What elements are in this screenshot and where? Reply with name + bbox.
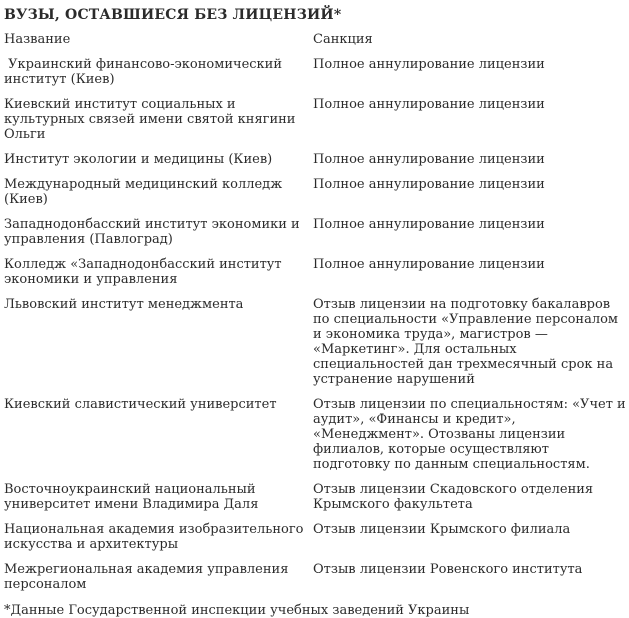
- cell-sanction: Полное аннулирование лицензии: [313, 152, 545, 167]
- table-header-row: [4, 32, 629, 57]
- cell-institution-name: Украинский финансово-экономический институт (Киев): [4, 57, 283, 87]
- cell-sanction: Отзыв лицензии по специальностям: «Учет и аудит», «Финансы и кредит», «Менеджмент». Отозваны лицензии филиалов, которые осуществляют подготовку по данным специальностям.: [313, 397, 626, 472]
- column-header-sanction: Санкция: [313, 32, 373, 47]
- page-title: ВУЗЫ, ОСТАВШИЕСЯ БЕЗ ЛИЦЕНЗИЙ*: [4, 7, 342, 23]
- cell-sanction: Полное аннулирование лицензии: [313, 177, 545, 192]
- cell-institution-name: Межрегиональная академия управления персоналом: [4, 562, 289, 592]
- table-row: [4, 152, 629, 177]
- table-row: [4, 482, 629, 522]
- cell-institution-name: Львовский институт менеджмента: [4, 297, 244, 312]
- cell-sanction: Отзыв лицензии Скадовского отделения Крымского факультета: [313, 482, 594, 512]
- cell-sanction: Отзыв лицензии Крымского филиала: [313, 522, 571, 537]
- cell-institution-name: Институт экологии и медицины (Киев): [4, 152, 273, 167]
- column-header-name: Название: [4, 32, 71, 47]
- table-row: [4, 57, 629, 97]
- cell-sanction: Отзыв лицензии Ровенского института: [313, 562, 583, 577]
- cell-sanction: Отзыв лицензии на подготовку бакалавров по специальности «Управление персоналом и экономика труда», магистров — «Маркетинг». Для остальных специальностей дан трехмесячный срок на устранение нарушений: [313, 297, 619, 387]
- cell-institution-name: Национальная академия изобразительного искусства и архитектуры: [4, 522, 304, 552]
- cell-institution-name: Киевский славистический университет: [4, 397, 277, 412]
- cell-institution-name: Восточноукраинский национальный университет имени Владимира Даля: [4, 482, 259, 512]
- table-row: [4, 177, 629, 217]
- footnote: *Данные Государственной инспекции учебных заведений Украины: [4, 603, 470, 618]
- licenses-table: [4, 32, 629, 602]
- cell-sanction: Полное аннулирование лицензии: [313, 257, 545, 272]
- table-row: [4, 217, 629, 257]
- cell-institution-name: Международный медицинский колледж (Киев): [4, 177, 283, 207]
- cell-institution-name: Западнодонбасский институт экономики и управления (Павлоград): [4, 217, 300, 247]
- cell-sanction: Полное аннулирование лицензии: [313, 97, 545, 112]
- table-row: [4, 397, 629, 482]
- table-row: [4, 562, 629, 602]
- cell-sanction: Полное аннулирование лицензии: [313, 217, 545, 232]
- table-row: [4, 257, 629, 297]
- table-row: [4, 297, 629, 397]
- table-row: [4, 522, 629, 562]
- cell-institution-name: Колледж «Западнодонбасский институт экономики и управления: [4, 257, 282, 287]
- cell-institution-name: Киевский институт социальных и культурных связей имени святой княгини Ольги: [4, 97, 296, 142]
- cell-sanction: Полное аннулирование лицензии: [313, 57, 545, 72]
- table-row: [4, 97, 629, 152]
